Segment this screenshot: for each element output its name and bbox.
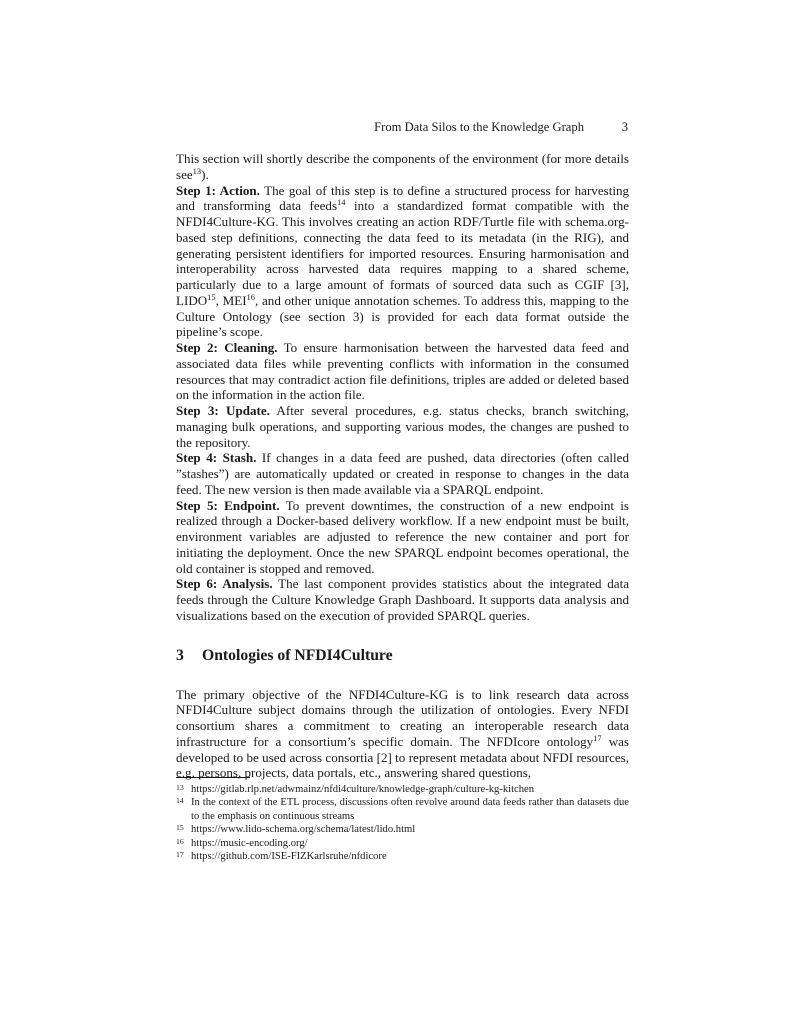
running-title: From Data Silos to the Knowledge Graph bbox=[374, 120, 584, 134]
step-4-text: If changes in a data feed are pushed, data directories (often called ”stashes”) are automatically updated or created in response to changes in the data feed. The new version is then made available via a SPARQL endpoint. bbox=[176, 450, 629, 497]
footnote-16 bbox=[176, 837, 629, 850]
footnote-link[interactable]: https://music-encoding.org/ bbox=[191, 837, 308, 849]
section-number: 3 bbox=[176, 646, 184, 664]
footnote-mark: 17 bbox=[176, 850, 184, 860]
step-2-paragraph bbox=[176, 340, 629, 403]
step-1-text: , and other unique annotation schemes. To address this, mapping to the Culture Ontology (see section 3) is provided for each data format outside the pipeline’s scope. bbox=[176, 292, 629, 340]
step-5-title: Step 5: Endpoint. bbox=[176, 497, 280, 513]
footnote-ref-17[interactable]: 17 bbox=[593, 732, 602, 743]
footnote-mark: 14 bbox=[176, 796, 184, 806]
step-3-title: Step 3: Update. bbox=[176, 403, 270, 418]
footnote-15 bbox=[176, 823, 629, 836]
footnote-ref-14[interactable]: 14 bbox=[337, 197, 346, 208]
footnote-link[interactable]: https://gitlab.rlp.net/adwmainz/nfdi4culture/knowledge-graph/culture-kg-kitchen bbox=[191, 784, 535, 795]
step-6-title: Step 6: Analysis. bbox=[176, 576, 273, 592]
footnotes bbox=[176, 783, 629, 863]
step-5-text: To prevent downtimes, the construction of a new endpoint is realized through a Docker-based delivery workflow. If a new endpoint must be built, environment variables are adjusted to reference the new container and port for initiating the deployment. Once the new SPARQL endpoint becomes operational, the old container is stopped and removed. bbox=[176, 497, 629, 576]
step-6-paragraph bbox=[176, 576, 629, 623]
intro-text: This section will shortly describe the components of the environment (for more details see bbox=[176, 151, 629, 182]
step-1-title: Step 1: Action. bbox=[176, 182, 260, 198]
footnote-mark: 16 bbox=[176, 836, 184, 846]
footnote-14 bbox=[176, 796, 629, 823]
footnote-17 bbox=[176, 850, 629, 863]
step-2-text: To ensure harmonisation between the harvested data feed and associated data files while preventing conflicts with information in the consumed resources that may contradict action file definitions, triples are added or deleted based on the information in the action file. bbox=[176, 340, 629, 403]
step-3-paragraph bbox=[176, 403, 629, 450]
step-3-text: After several procedures, e.g. status checks, branch switching, managing bulk operations, and supporting various modes, the changes are pushed to the repository. bbox=[176, 403, 629, 450]
footnote-ref-15[interactable]: 15 bbox=[207, 291, 216, 302]
section-title: Ontologies of NFDI4Culture bbox=[202, 646, 393, 664]
section-paragraph-text-end: was developed to be used across consortia [2] to represent metadata about NFDI resources, e.g. persons, projects, data portals, etc., answering shared questions, bbox=[176, 733, 629, 781]
step-1-text: into a standardized format compatible with the NFDI4Culture-KG. This involves creating an action RDF/Turtle file with schema.org-based step definitions, connecting the data feed to its metadata (in the RIG), and generating persistent identifiers for imported resources. Ensuring harmonisation and interoperability across harvested data requires mapping to a shared scheme, particularly due to a large amount of formats of sourced data such as CGIF [3], LIDO bbox=[176, 198, 629, 308]
section-heading bbox=[176, 646, 629, 666]
section-paragraph bbox=[176, 687, 629, 782]
running-header bbox=[176, 118, 628, 136]
footnote-link[interactable]: https://www.lido-schema.org/schema/latest/lido.html bbox=[191, 824, 416, 836]
footnote-mark: 15 bbox=[176, 823, 184, 833]
step-5-paragraph bbox=[176, 498, 629, 577]
section-paragraph-text: The primary objective of the NFDI4Culture-KG is to link research data across NFDI4Culture subject domains through the utilization of ontologies. Every NFDI consortium shares a commitment to creating an interoperable research data infrastructure for a consortium’s specific domain. The NFDIcore ontology bbox=[176, 686, 629, 749]
intro-paragraph bbox=[176, 151, 629, 183]
footnote-13 bbox=[176, 783, 629, 796]
footnote-text: In the context of the ETL process, discussions often revolve around data feeds rather than datasets due to the emphasis on continuous streams bbox=[191, 797, 629, 822]
page-number: 3 bbox=[621, 120, 628, 134]
step-1-text: , MEI bbox=[215, 292, 247, 308]
intro-text-end: ). bbox=[201, 166, 209, 182]
step-2-title: Step 2: Cleaning. bbox=[176, 340, 278, 355]
footnote-link[interactable]: https://github.com/ISE-FIZKarlsruhe/nfdicore bbox=[191, 851, 387, 863]
footnote-ref-16[interactable]: 16 bbox=[246, 291, 256, 302]
step-4-title: Step 4: Stash. bbox=[176, 450, 257, 466]
footnote-ref-13[interactable]: 13 bbox=[192, 165, 202, 176]
footnote-mark: 13 bbox=[176, 783, 184, 792]
step-1-text: The goal of this step is to define a structured process for harvesting and transforming data feeds bbox=[176, 182, 629, 214]
footnote-rule bbox=[176, 777, 250, 778]
step-1-paragraph bbox=[176, 183, 629, 341]
step-6-text: The last component provides statistics about the integrated data feeds through the Culture Knowledge Graph Dashboard. It supports data analysis and visualizations based on the execution of provided SPARQL queries. bbox=[176, 576, 629, 623]
main-text bbox=[176, 151, 629, 781]
step-4-paragraph bbox=[176, 450, 629, 497]
